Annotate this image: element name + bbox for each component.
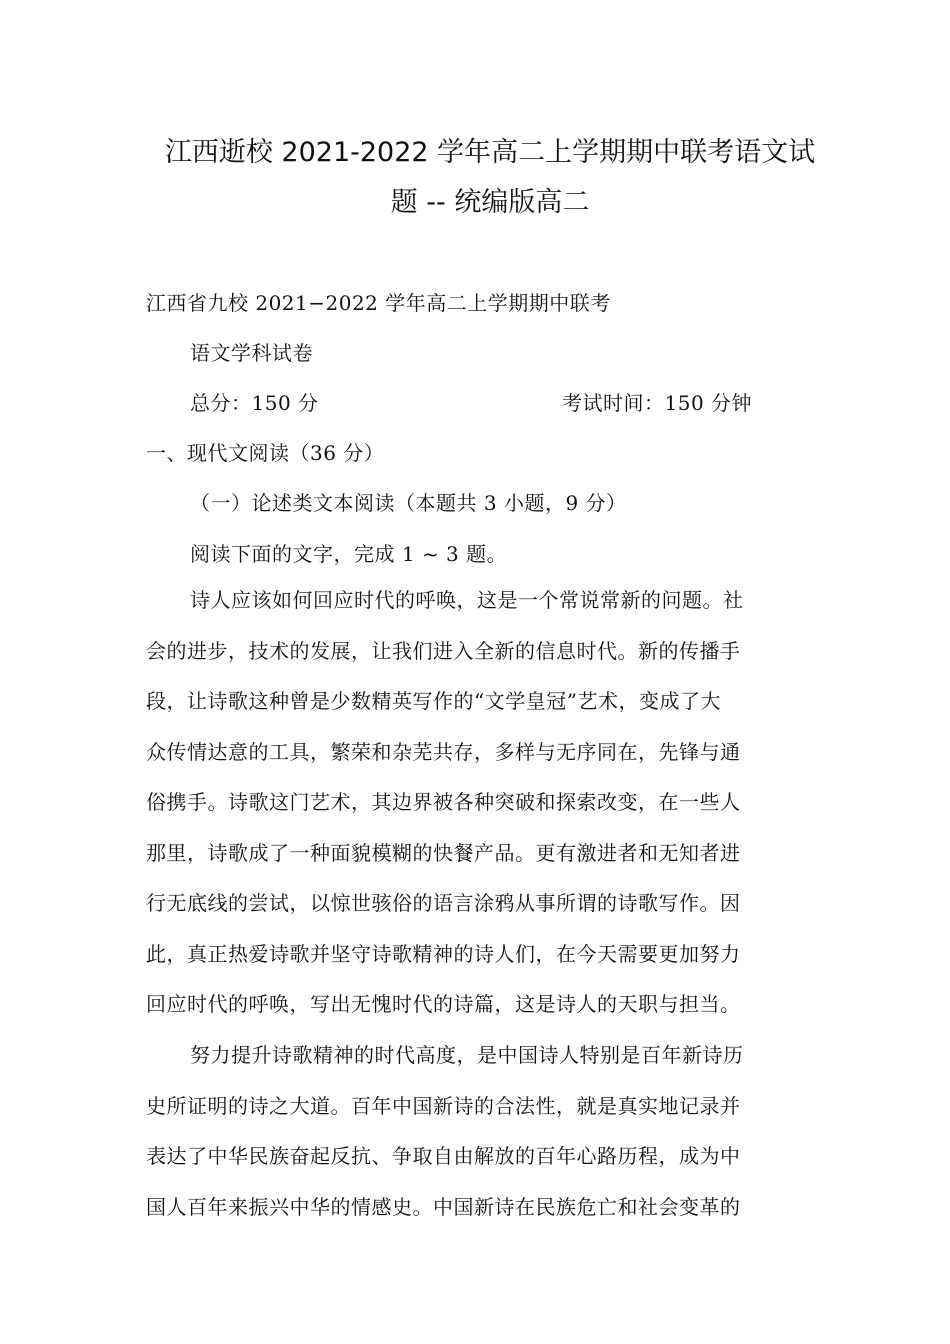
paragraph-line: 众传情达意的工具，繁荣和杂芜共存，多样与无序同在，先锋与通 — [146, 739, 741, 764]
paragraph-line: 国人百年来振兴中华的情感史。中国新诗在民族危亡和社会变革的 — [146, 1194, 741, 1219]
paragraph-line: 此，真正热爱诗歌并坚守诗歌精神的诗人们，在今天需要更加努力 — [146, 941, 741, 966]
reading-instruction: 阅读下面的文字，完成 1 ~ 3 题。 — [190, 542, 508, 566]
title-line-1: 江西逝校 2021-2022 学年高二上学期期中联考语文试 — [164, 137, 816, 168]
paragraph-line: 段，让诗歌这种曾是少数精英写作的“文学皇冠”艺术，变成了大 — [146, 689, 721, 713]
paragraph-line: 行无底线的尝试，以惊世骇俗的语言涂鸦从事所谓的诗歌写作。因 — [146, 891, 741, 915]
subject-title: 语文学科试卷 — [190, 341, 313, 365]
paragraph-line: 诗人应该如何回应时代的呼唤，这是一个常说常新的问题。社 — [190, 588, 744, 612]
paragraph-line: 俗携手。诗歌这门艺术，其边界被各种突破和探索改变，在一些人 — [146, 790, 741, 814]
paragraph-1 — [146, 575, 806, 1030]
paragraph-line: 回应时代的呼唤，写出无愧时代的诗篇，这是诗人的天职与担当。 — [146, 992, 741, 1016]
paragraph-line: 那里，诗歌成了一种面貌模糊的快餐产品。更有激进者和无知者进 — [146, 840, 741, 865]
paragraph-line: 表达了中华民族奋起反抗、争取自由解放的百年心路历程，成为中 — [146, 1144, 741, 1168]
paragraph-line: 努力提升诗歌精神的时代高度，是中国诗人特别是百年新诗历 — [190, 1043, 744, 1067]
subsection-heading: （一）论述类文本阅读（本题共 3 小题，9 分） — [190, 491, 627, 515]
title-line-2: 题 -- 统编版高二 — [390, 187, 590, 218]
section-heading: 一、现代文阅读（36 分） — [146, 441, 385, 465]
paragraph-2 — [146, 1030, 806, 1232]
paragraph-line: 会的进步，技术的发展，让我们进入全新的信息时代。新的传播手 — [146, 638, 741, 663]
exam-header: 江西省九校 2021−2022 学年高二上学期期中联考 — [146, 291, 611, 315]
total-score: 总分：150 分 — [190, 391, 319, 415]
paragraph-line: 史所证明的诗之大道。百年中国新诗的合法性，就是真实地记录并 — [146, 1093, 741, 1118]
exam-time: 考试时间：150 分钟 — [562, 391, 753, 415]
document-title — [140, 128, 840, 228]
